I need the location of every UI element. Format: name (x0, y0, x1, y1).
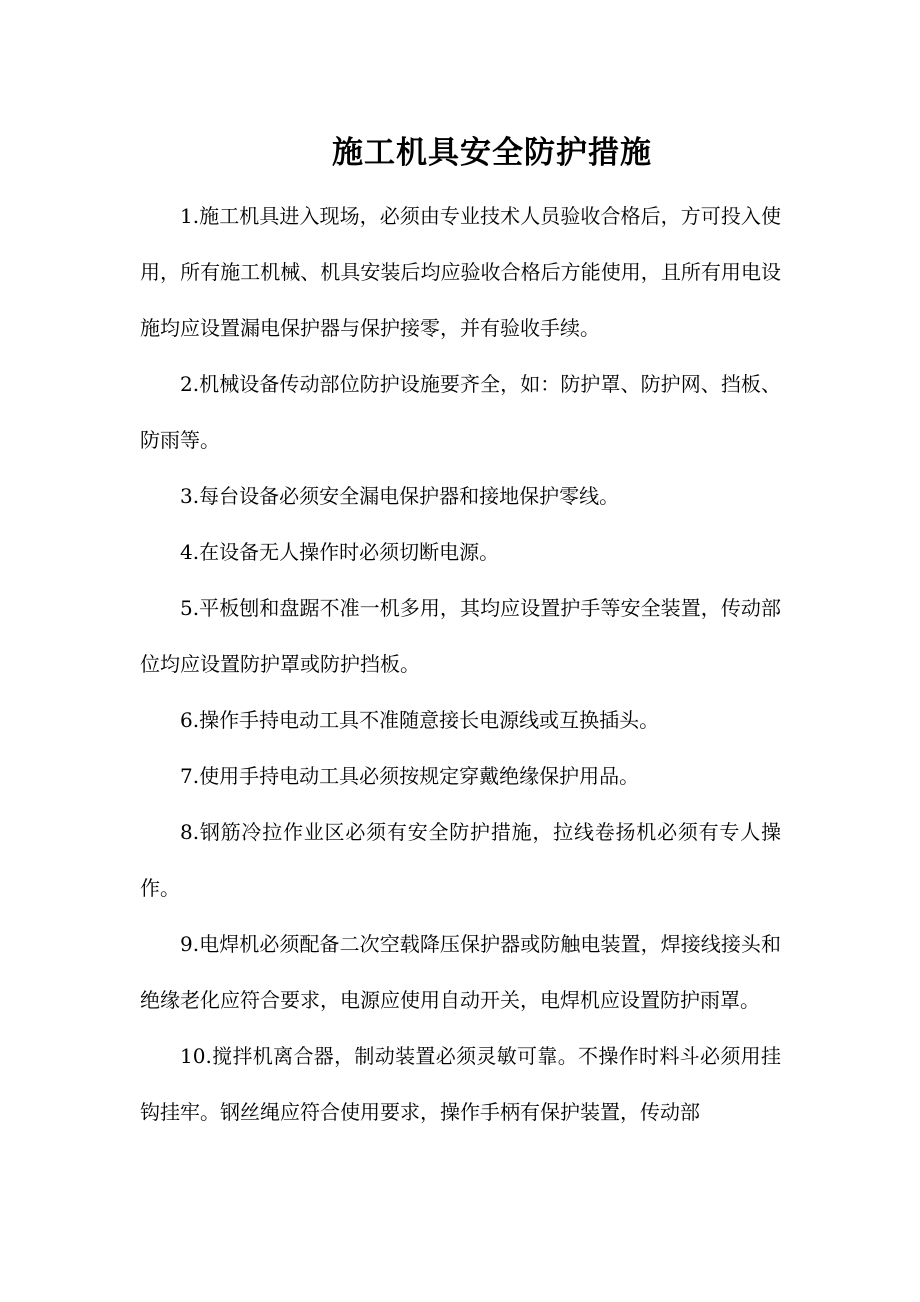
paragraph-1: 1.施工机具进入现场，必须由专业技术人员验收合格后，方可投入使用，所有施工机械、机具安装后均应验收合格后方能使用，且所有用电设施均应设置漏电保护器与保护接零，并有验收手续。 (140, 204, 781, 340)
paragraph-4: 4.在设备无人操作时必须切断电源。 (180, 540, 500, 564)
paragraph-10: 10.搅拌机离合器，制动装置必须灵敏可靠。不操作时料斗必须用挂钩挂牢。钢丝绳应符合使用要求，操作手柄有保护装置，传动部 (140, 1044, 781, 1124)
paragraph-5: 5.平板刨和盘踞不准一机多用，其均应设置护手等安全装置，传动部位均应设置防护罩或防护挡板。 (140, 596, 781, 676)
document-body (140, 188, 781, 1140)
paragraph-8: 8.钢筋冷拉作业区必须有安全防护措施，拉线卷扬机必须有专人操作。 (140, 820, 781, 900)
paragraph-9: 9.电焊机必须配备二次空载降压保护器或防触电装置，焊接线接头和绝缘老化应符合要求，电源应使用自动开关，电焊机应设置防护雨罩。 (140, 932, 781, 1012)
paragraph-2: 2.机械设备传动部位防护设施要齐全，如：防护罩、防护网、挡板、防雨等。 (140, 372, 781, 452)
document-title: 施工机具安全防护措施 (332, 134, 652, 171)
paragraph-7: 7.使用手持电动工具必须按规定穿戴绝缘保护用品。 (180, 764, 640, 788)
paragraph-6: 6.操作手持电动工具不准随意接长电源线或互换插头。 (180, 708, 660, 732)
paragraph-3: 3.每台设备必须安全漏电保护器和接地保护零线。 (180, 484, 620, 508)
